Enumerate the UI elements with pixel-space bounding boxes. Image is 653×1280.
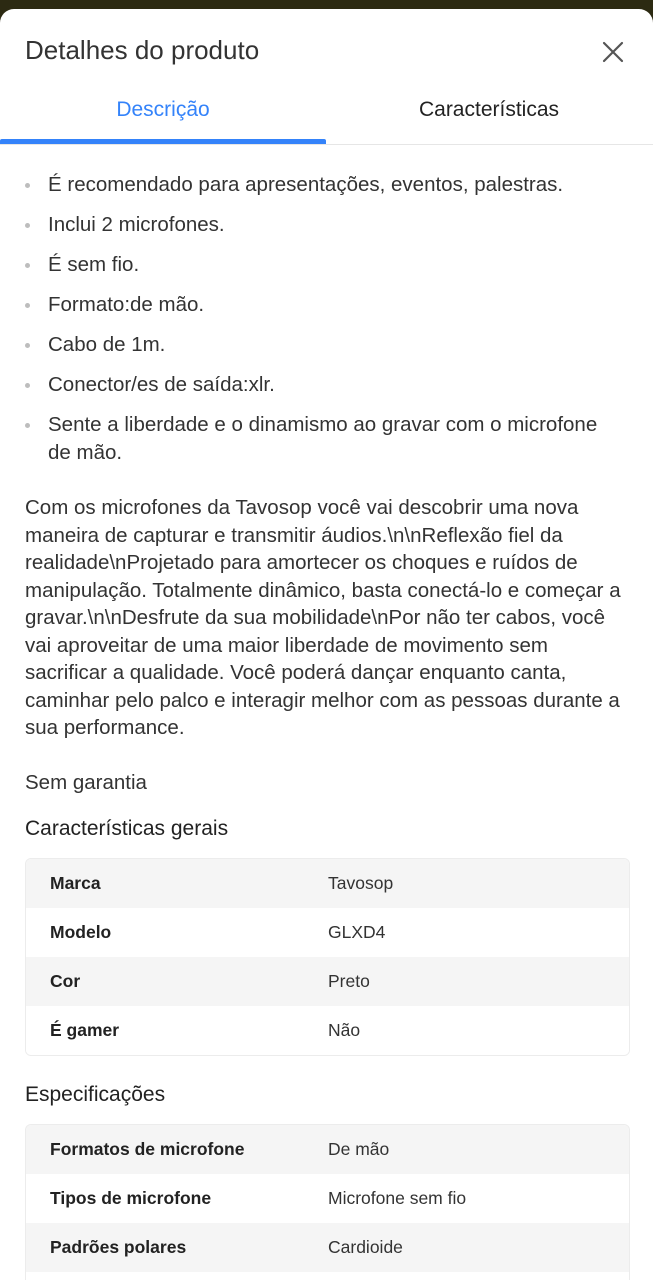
description-text: Com os microfones da Tavosop você vai descobrir uma nova maneira de capturar e transmitir áudios.\n\nReflexão fiel da realidade\nProjetado para amortecer os choques e ruídos de manipulação. Totalmente dinâmico, basta conectá-lo e começar a gravar.\n\nDesfrute da sua mobilidade\nPor não ter cabos, você vai aproveitar de uma maior liberdade de movimento sem sacrificar a qualidade. Você poderá dançar enquanto canta, caminhar pelo palco e interagir melhor com as pessoas durante a sua performance. [25,496,621,739]
general-features-title: Características gerais [25,817,229,840]
general-features-table [25,858,630,1056]
table-row [26,1006,629,1055]
table-row [26,1223,629,1272]
row-key: Modelo [50,922,112,942]
active-tab-indicator [0,139,326,144]
list-item: Cabo de 1m. [0,331,653,359]
row-key: Formatos de microfone [50,1139,245,1159]
row-key: Padrões polares [50,1237,187,1257]
tab-caracteristicas[interactable]: Características [418,98,560,121]
tab-bar [0,76,653,145]
row-value: Cardioide [328,1237,403,1257]
row-key: É gamer [50,1020,120,1040]
page-title: Detalhes do produto [25,35,260,65]
list-item: Sente a liberdade e o dinamismo ao gravar com o microfone de mão. [0,411,653,466]
list-item: Inclui 2 microfones. [0,211,653,239]
row-value: De mão [328,1139,390,1159]
product-details-sheet [0,9,653,1280]
row-value: Microfone sem fio [328,1188,467,1208]
row-value: Tavosop [328,873,394,893]
row-key: Marca [50,873,101,893]
warranty-text: Sem garantia [25,771,147,794]
row-key: Tipos de microfone [50,1188,212,1208]
row-value: Preto [328,971,370,991]
row-value: Não [328,1020,361,1040]
list-item: Formato:de mão. [0,291,653,319]
table-row [26,859,629,908]
table-row [26,1125,629,1174]
tab-descricao[interactable]: Descrição [116,98,210,121]
specifications-table [25,1124,630,1280]
close-icon [602,41,624,63]
close-button[interactable] [596,35,630,69]
row-value: GLXD4 [328,922,386,942]
table-row [26,1174,629,1223]
table-row [26,957,629,1006]
list-item: É sem fio. [0,251,653,279]
table-row [26,1272,629,1280]
feature-list [0,171,653,479]
table-row [26,908,629,957]
specifications-title: Especificações [25,1083,166,1106]
list-item: Conector/es de saída:xlr. [0,371,653,399]
list-item: É recomendado para apresentações, eventos, palestras. [0,171,653,199]
row-key: Cor [50,971,81,991]
